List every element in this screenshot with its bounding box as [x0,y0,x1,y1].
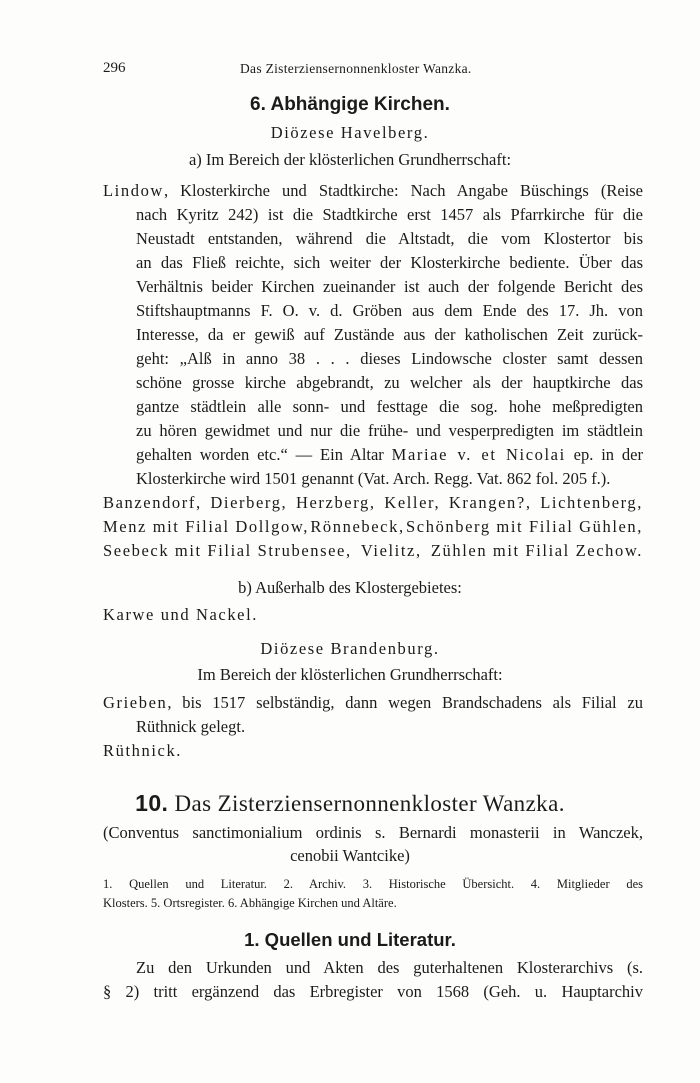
subheading-b: b) Außerhalb des Klostergebietes: [238,578,462,597]
text-run: , bis 1517 selbständig, dann wegen Brandschadens als Filial zu [167,693,643,712]
text-line: schöne grosse kirche abgebrandt, zu welcher als der hauptkirche das [136,373,643,392]
subheading-c: Im Bereich der klösterlichen Grundherrschaft: [197,665,503,684]
toc-line: Klosters. 5. Ortsregister. 6. Abhängige Kirchen und Altäre. [103,896,397,910]
text-line: Rüthnick gelegt. [136,717,246,736]
place-name: Banzendorf, [103,493,202,512]
ruthnick-entry: Rüthnick. [103,741,183,760]
place-name: Rönnebeck, [310,517,405,536]
diocese-heading-brandenburg: Diözese Brandenburg. [260,639,440,658]
text-line: Interesse, da er gewiß auf Zustände aus der katholischen Zeit zurück- [136,325,643,344]
text-line: nach Kyritz 242) ist die Stadtkirche erst 1457 als Pfarrkirche für die [136,205,643,224]
text-line: Stiftshauptmanns F. O. v. d. Gröben aus dem Ende des 17. Jh. von [136,301,643,320]
text-run: ep. in der [565,445,643,464]
place-name: Vielitz, [360,541,422,560]
running-title: Das Zisterziensernonnenkloster Wanzka. [240,61,472,76]
text-line: geht: „Alß in anno 38 . . . dieses Lindowsche closter samt dessen [136,349,643,368]
text-line: Klosterkirche wird 1501 genannt (Vat. Arch. Regg. Vat. 862 fol. 205 f.). [136,469,611,488]
place-name: Krangen?, [448,493,532,512]
latin-title-line: (Conventus sanctimonialium ordinis s. Bernardi monasterii in Wanczek, [103,823,643,842]
text-line [136,444,643,466]
latin-title-line: cenobii Wantcike) [290,846,410,865]
text-line [103,180,643,202]
text-line: § 2) tritt ergänzend das Erbregister von 1568 (Geh. u. Hauptarchiv [103,982,643,1001]
text-line: zu hören gewidmet und nur die frühe- und vesperpredigten im städtlein [136,421,643,440]
karwe-entry: Karwe und Nackel. [103,605,259,624]
place-name: Seebeck mit Filial Strubensee, [103,541,352,560]
toc-line: 1. Quellen und Literatur. 2. Archiv. 3. Historische Übersicht. 4. Mitglieder des [103,877,643,891]
place-name: Lindow [103,181,164,200]
section-heading: 6. Abhängige Kirchen. [250,94,450,115]
diocese-heading-havelberg: Diözese Havelberg. [270,123,430,142]
chapter-number: 10. [135,790,169,816]
text-line: Zu den Urkunden und Akten des guterhaltenen Klosterarchivs (s. [136,958,643,977]
place-name: Herzberg, [295,493,376,512]
place-name: Keller, [384,493,441,512]
place-name: Lichtenberg, [540,493,643,512]
place-row [103,516,643,538]
text-line: an das Fließ reichte, sich weiter der Klosterkirche bediente. Über das [136,253,643,272]
chapter-title: Das Zisterziensernonnenkloster Wanzka. [174,791,565,816]
text-line: Neustadt entstanden, während die Altstadt, die vom Klostertor bis [136,229,643,248]
text-line [103,692,643,714]
page-number: 296 [103,60,126,76]
altar-dedication: Mariae v. et Nicolai [391,445,566,464]
place-name: Schönberg mit Filial Gühlen, [406,517,643,536]
subheading-a: a) Im Bereich der klösterlichen Grundherrschaft: [188,150,512,169]
text-line: gantze städtlein alle sonn- und festtage die sog. hohe meßpredigten [136,397,643,416]
place-name: Menz mit Filial Dollgow, [103,517,309,536]
text-run: , Klosterkirche und Stadtkirche: Nach Angabe Büschings (Reise [163,181,643,200]
chapter-heading [0,790,700,817]
place-name: Grieben [103,693,168,712]
place-row [103,492,643,514]
place-name: Zühlen mit Filial Zechow. [430,541,643,560]
place-name: Dierberg, [210,493,288,512]
text-line: Verhältnis beider Kirchen zueinander ist auch der folgende Bericht des [136,277,643,296]
section-heading: 1. Quellen und Literatur. [244,929,456,950]
place-row [103,540,643,562]
text-run: gehalten worden etc.“ — Ein Altar [136,445,392,464]
